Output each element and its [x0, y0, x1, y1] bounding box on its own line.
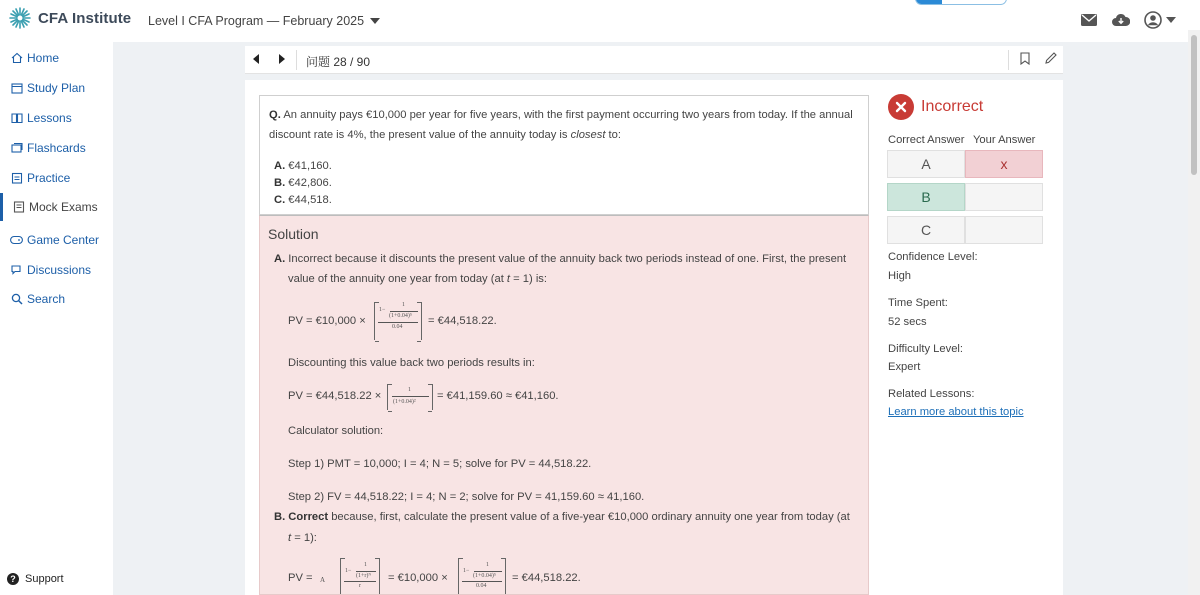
- prev-question-icon[interactable]: [253, 54, 259, 64]
- correct-answer-cell-c: C: [887, 216, 965, 244]
- eq1-num-den: (1+0.04)⁵: [389, 313, 412, 319]
- solution-text: = 1):: [291, 532, 317, 544]
- difficulty-label: Difficulty Level:: [888, 343, 964, 355]
- result-status: [888, 94, 983, 120]
- related-lessons-label: Related Lessons:: [888, 388, 975, 400]
- eq1-left: PV = €10,000 ×: [288, 315, 366, 327]
- your-answer-header: Your Answer: [973, 134, 1036, 146]
- question-prefix: Q.: [269, 109, 281, 121]
- question-counter: 问题 28 / 90: [306, 55, 371, 69]
- incorrect-icon: [888, 94, 914, 120]
- time-value: 52 secs: [888, 316, 927, 328]
- eq3-b-inner-line: [474, 571, 502, 572]
- notepad-icon: [10, 172, 23, 185]
- divider: [1008, 50, 1009, 70]
- calculator-title: Calculator solution:: [288, 425, 384, 437]
- eq2-num: 1: [408, 387, 411, 393]
- eq3-b-den: 0.04: [476, 583, 487, 589]
- sidebar-item-lessons[interactable]: [0, 104, 113, 132]
- correct-label: Correct: [288, 511, 329, 523]
- eq2-right: = €41,159.60 ≈ €41,160.: [437, 390, 559, 402]
- variable-t: t: [288, 532, 292, 544]
- question-line-2b: closest: [570, 129, 606, 141]
- eq3-b-fraction-line: [462, 581, 502, 582]
- solution-b-line-2: [288, 528, 317, 548]
- eq2-fraction-line: [392, 396, 429, 397]
- eq3-b-num-small: 1: [486, 562, 489, 568]
- eq1-num-small: 1: [402, 302, 405, 308]
- choice-text: €41,160.: [288, 160, 332, 172]
- eq3-b-num: 1−: [463, 568, 470, 574]
- choice-letter: C.: [274, 194, 286, 206]
- solution-text: = 1) is:: [510, 273, 548, 285]
- eq3-a-num-small: 1: [364, 562, 367, 568]
- option-letter: A.: [274, 253, 286, 265]
- sidebar-item-label: Home: [27, 51, 60, 65]
- eq3-right: = €44,518.22.: [512, 572, 581, 584]
- solution-text: value of the annuity one year from today (at: [288, 273, 507, 285]
- choice-text: €42,806.: [288, 177, 332, 189]
- sidebar-item-label: Search: [27, 292, 66, 306]
- question-line-2c: to:: [605, 129, 621, 141]
- question-line-1: An annuity pays €10,000 per year for five years, with the first payment occurring two years from today. If the annual: [283, 109, 853, 121]
- cloud-download-icon[interactable]: [1112, 11, 1130, 29]
- sidebar-item-label: Practice: [27, 171, 71, 185]
- sidebar: [0, 42, 113, 595]
- top-icons: [1080, 11, 1176, 29]
- eq2-den: (1+0.04)²: [393, 399, 416, 405]
- choice-a: [274, 158, 332, 175]
- eq1-inner-line: [390, 311, 418, 312]
- program-label: Level I CFA Program — February 2025: [148, 14, 365, 28]
- choice-b: [274, 175, 332, 192]
- eq1-fraction-line: [378, 322, 418, 323]
- eq2-left: PV = €44,518.22 ×: [288, 390, 382, 402]
- exam-icon: [12, 201, 25, 214]
- calendar-icon: [10, 82, 23, 95]
- eq3-a-num-den: (1+r)ᴺ: [356, 573, 372, 579]
- pencil-icon[interactable]: [1044, 51, 1058, 68]
- user-menu-chevron-icon[interactable]: [1166, 17, 1176, 23]
- sidebar-item-label: Lessons: [27, 111, 72, 125]
- sidebar-item-flashcards[interactable]: [0, 134, 113, 162]
- choice-c: [274, 192, 332, 209]
- scrollbar-thumb[interactable]: [1191, 35, 1197, 175]
- eq3-a-inner-line: [356, 571, 376, 572]
- eq1-num: 1−: [379, 307, 386, 313]
- eq3-left: PV =: [288, 572, 313, 584]
- top-header: [0, 0, 1200, 42]
- solution-a-text: Incorrect because it discounts the present value of the annuity back two periods instead of one. First, the present: [288, 253, 847, 265]
- next-question-icon[interactable]: [279, 54, 285, 64]
- choice-letter: B.: [274, 177, 286, 189]
- calculator-step-1: Step 1) PMT = 10,000; I = 4; N = 5; solve for PV = 44,518.22.: [288, 458, 592, 470]
- chevron-down-icon: [370, 18, 380, 24]
- correct-answer-header: Correct Answer: [888, 134, 965, 146]
- eq3-a-den: r: [359, 583, 361, 589]
- eq3-a-fraction-line: [344, 581, 376, 582]
- sidebar-item-label: Discussions: [27, 263, 92, 277]
- search-icon: [10, 293, 23, 306]
- confidence-label: Confidence Level:: [888, 251, 978, 263]
- question-line-2a: discount rate is 4%, the present value of the annuity today is: [269, 129, 571, 141]
- sidebar-item-home[interactable]: [0, 44, 113, 72]
- time-label: Time Spent:: [888, 297, 948, 309]
- discount-text: Discounting this value back two periods results in:: [288, 357, 535, 369]
- solution-b-text: because, first, calculate the present value of a five-year €10,000 ordinary annuity one year from today (at: [328, 511, 850, 523]
- user-avatar-icon[interactable]: [1144, 11, 1162, 29]
- difficulty-value: Expert: [888, 361, 921, 373]
- logo-text: CFA Institute: [38, 9, 132, 27]
- support-link[interactable]: [7, 573, 64, 585]
- eq3-a-pmt: A: [320, 576, 326, 584]
- correct-answer-cell-b: B: [887, 183, 965, 211]
- confidence-value: High: [888, 270, 912, 282]
- eq1-den: 0.04: [392, 324, 403, 330]
- help-icon: ?: [7, 573, 19, 585]
- question-toolbar: [245, 46, 1063, 74]
- sidebar-item-search[interactable]: [0, 285, 113, 313]
- choice-text: €44,518.: [288, 194, 332, 206]
- home-icon: [10, 52, 23, 65]
- sidebar-item-study-plan[interactable]: [0, 74, 113, 102]
- calculator-step-2: Step 2) FV = 44,518.22; I = 4; N = 2; solve for PV = 41,159.60 ≈ 41,160.: [288, 491, 645, 503]
- divider: [296, 50, 297, 70]
- solution-b-line-1: [274, 507, 850, 527]
- solution-a-line-1: [274, 249, 846, 269]
- option-letter: B.: [274, 511, 286, 523]
- book-icon: [10, 112, 23, 125]
- eq3-a-num: 1−: [345, 568, 352, 574]
- cards-icon: [10, 142, 23, 155]
- solution-title: Solution: [268, 226, 319, 242]
- mail-icon[interactable]: [1080, 11, 1098, 29]
- sidebar-item-label: Game Center: [27, 233, 100, 247]
- sidebar-item-label: Mock Exams: [29, 200, 98, 214]
- your-answer-cell-b: [965, 183, 1043, 211]
- sidebar-item-practice[interactable]: [0, 164, 113, 192]
- cfa-logo[interactable]: [8, 6, 131, 30]
- program-selector[interactable]: [148, 14, 380, 28]
- eq3-mid: = €10,000 ×: [388, 572, 448, 584]
- your-answer-cell-a: x: [965, 150, 1043, 178]
- choice-letter: A.: [274, 160, 286, 172]
- result-status-label: Incorrect: [921, 98, 984, 115]
- question-box: [259, 95, 869, 215]
- gamepad-icon: [10, 234, 23, 247]
- sidebar-item-game-center[interactable]: [0, 226, 113, 254]
- your-answer-cell-c: [965, 216, 1043, 244]
- progress-pill: [915, 0, 1007, 5]
- variable-t: t: [506, 273, 511, 285]
- solution-a-line-2: [288, 269, 547, 289]
- solution-panel: [259, 215, 869, 595]
- answer-choices: [274, 158, 332, 209]
- sidebar-item-discussions[interactable]: [0, 256, 113, 284]
- page-scrollbar[interactable]: [1188, 30, 1200, 595]
- bookmark-icon[interactable]: [1020, 52, 1030, 68]
- eq1-right: = €44,518.22.: [428, 315, 497, 327]
- cfa-logo-icon: [8, 6, 32, 30]
- sidebar-item-label: Study Plan: [27, 81, 86, 95]
- chat-icon: [10, 264, 23, 277]
- question-text: [269, 105, 861, 145]
- sidebar-item-label: Flashcards: [27, 141, 86, 155]
- sidebar-item-mock-exams[interactable]: [0, 193, 113, 221]
- related-lessons-link[interactable]: Learn more about this topic: [888, 406, 1024, 418]
- eq3-b-num-den: (1+0.04)⁵: [473, 573, 496, 579]
- correct-answer-cell-a: A: [887, 150, 965, 178]
- support-label: Support: [25, 573, 64, 585]
